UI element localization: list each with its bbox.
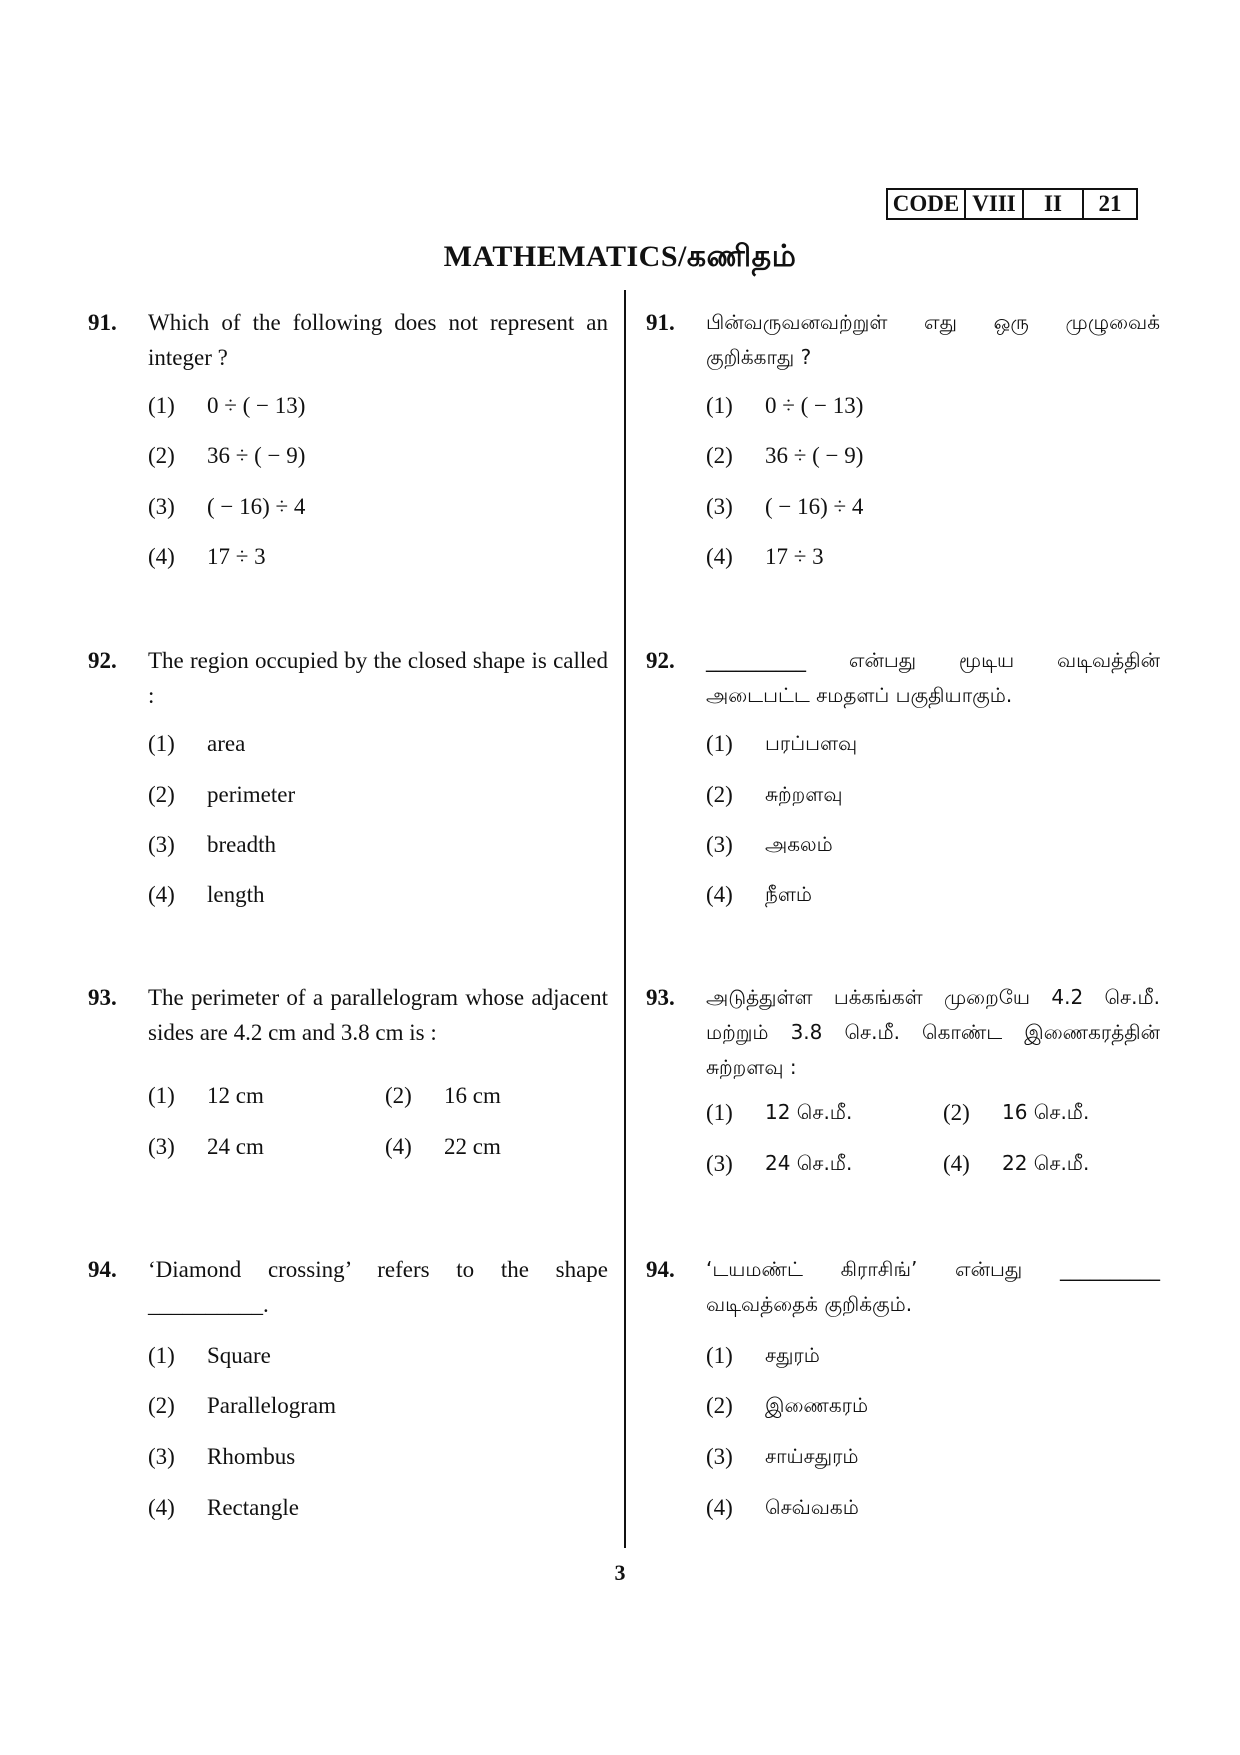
option-4: [943, 1146, 1089, 1181]
option-number: (3): [706, 1151, 733, 1176]
option-number: (2): [148, 782, 175, 807]
question-93-ta: [646, 980, 1160, 1176]
option-1: [148, 1338, 271, 1373]
option-number: (2): [148, 443, 175, 468]
option-1: [706, 1338, 820, 1373]
option-1: [706, 1095, 852, 1130]
code-part: II: [1022, 190, 1082, 218]
option-text: சாய்சதுரம்: [765, 1444, 859, 1468]
option-2: [385, 1078, 501, 1113]
option-text: 36 ÷ ( − 9): [765, 443, 864, 468]
column-divider: [624, 290, 626, 1548]
option-text: Rhombus: [207, 1444, 296, 1469]
question-number: 94.: [646, 1257, 675, 1282]
option-text: 17 ÷ 3: [207, 544, 266, 569]
option-number: (2): [148, 1393, 175, 1418]
option-text: 24 செ.மீ.: [765, 1151, 853, 1175]
option-number: (4): [148, 544, 175, 569]
option-number: (3): [148, 1444, 175, 1469]
option-2: [943, 1095, 1089, 1130]
page-number: 3: [614, 1560, 626, 1585]
option-number: (3): [148, 494, 175, 519]
option-2: [706, 777, 842, 812]
option-text: 0 ÷ ( − 13): [765, 393, 864, 418]
option-4: [148, 877, 265, 912]
option-1: [706, 388, 863, 423]
option-text: Square: [207, 1343, 271, 1368]
option-text: ( − 16) ÷ 4: [207, 494, 306, 519]
option-text: breadth: [207, 832, 276, 857]
option-3: [706, 489, 863, 524]
option-text: சதுரம்: [765, 1343, 820, 1367]
question-number: 93.: [646, 985, 675, 1010]
question-text: ‘Diamond crossing’ refers to the shape __________.: [148, 1257, 608, 1317]
question-number: 94.: [88, 1257, 117, 1282]
question-92-ta: [646, 643, 1160, 907]
question-91-en: [88, 305, 608, 569]
option-number: (2): [385, 1083, 412, 1108]
question-number: 92.: [88, 648, 117, 673]
option-2: [148, 438, 305, 473]
option-number: (3): [706, 832, 733, 857]
option-number: (1): [706, 393, 733, 418]
option-number: (4): [706, 544, 733, 569]
option-text: நீளம்: [765, 882, 812, 906]
code-label: CODE: [892, 191, 960, 216]
question-91-ta: [646, 305, 1160, 569]
option-4: [706, 877, 812, 912]
option-text: 22 cm: [444, 1134, 501, 1159]
question-number: 92.: [646, 648, 675, 673]
option-number: (4): [148, 882, 175, 907]
option-number: (3): [148, 832, 175, 857]
option-text: 16 cm: [444, 1083, 501, 1108]
option-number: (1): [148, 393, 175, 418]
option-text: 12 cm: [207, 1083, 264, 1108]
option-3: [706, 1146, 852, 1181]
option-number: (1): [706, 1343, 733, 1368]
option-1: [148, 1078, 264, 1113]
option-text: இணைகரம்: [765, 1393, 869, 1417]
option-4: [148, 539, 266, 574]
option-text: 12 செ.மீ.: [765, 1100, 853, 1124]
option-text: செவ்வகம்: [765, 1495, 859, 1519]
option-text: Rectangle: [207, 1495, 299, 1520]
option-number: (4): [706, 882, 733, 907]
option-number: (1): [148, 1343, 175, 1368]
option-2: [706, 438, 863, 473]
question-text: Which of the following does not represent an integer ?: [148, 310, 608, 370]
question-text: பின்வருவனவற்றுள் எது ஒரு முழுவைக் குறிக்காது ?: [706, 310, 1160, 369]
option-number: (1): [706, 731, 733, 756]
question-94-ta: [646, 1252, 1160, 1520]
option-text: 17 ÷ 3: [765, 544, 824, 569]
option-number: (1): [148, 731, 175, 756]
option-text: சுற்றளவு: [765, 782, 843, 806]
option-3: [706, 827, 833, 862]
code-class: VIII: [964, 190, 1022, 218]
option-number: (3): [706, 1444, 733, 1469]
option-text: area: [207, 731, 246, 756]
question-text: அடுத்துள்ள பக்கங்கள் முறையே 4.2 செ.மீ. மற்றும் 3.8 செ.மீ. கொண்ட இணைகரத்தின் சுற்றளவு :: [706, 985, 1160, 1079]
question-92-en: [88, 643, 608, 907]
option-number: (2): [706, 782, 733, 807]
option-text: 0 ÷ ( − 13): [207, 393, 306, 418]
question-number: 93.: [88, 985, 117, 1010]
option-3: [148, 1439, 295, 1474]
option-text: 24 cm: [207, 1134, 264, 1159]
question-text: __________ என்பது மூடிய வடிவத்தின் அடைபட்ட சமதளப் பகுதியாகும்.: [706, 648, 1160, 707]
option-text: 22 செ.மீ.: [1002, 1151, 1090, 1175]
option-number: (4): [385, 1134, 412, 1159]
option-number: (2): [943, 1100, 970, 1125]
option-text: Parallelogram: [207, 1393, 337, 1418]
code-box: [886, 188, 1138, 220]
option-number: (3): [148, 1134, 175, 1159]
option-text: அகலம்: [765, 832, 833, 856]
option-number: (4): [148, 1495, 175, 1520]
option-3: [148, 489, 305, 524]
option-1: [706, 726, 857, 761]
option-2: [706, 1388, 868, 1423]
option-number: (4): [943, 1151, 970, 1176]
option-3: [148, 827, 276, 862]
option-2: [148, 1388, 336, 1423]
option-text: 36 ÷ ( − 9): [207, 443, 306, 468]
option-text: perimeter: [207, 782, 296, 807]
question-93-en: [88, 980, 608, 1159]
option-number: (2): [706, 443, 733, 468]
code-number: 21: [1082, 190, 1136, 218]
option-3: [706, 1439, 859, 1474]
option-number: (1): [148, 1083, 175, 1108]
question-number: 91.: [646, 310, 675, 335]
option-4: [706, 1490, 859, 1525]
option-3: [148, 1129, 264, 1164]
question-text: The perimeter of a parallelogram whose adjacent sides are 4.2 cm and 3.8 cm is :: [148, 985, 608, 1045]
option-2: [148, 777, 295, 812]
option-1: [148, 726, 245, 761]
question-94-en: [88, 1252, 608, 1520]
option-number: (3): [706, 494, 733, 519]
option-text: பரப்பளவு: [765, 731, 858, 755]
option-number: (2): [706, 1393, 733, 1418]
option-text: 16 செ.மீ.: [1002, 1100, 1090, 1124]
page-title: MATHEMATICS/கணிதம்: [443, 240, 797, 273]
option-number: (1): [706, 1100, 733, 1125]
option-4: [385, 1129, 501, 1164]
option-text: ( − 16) ÷ 4: [765, 494, 864, 519]
option-4: [706, 539, 824, 574]
question-text: The region occupied by the closed shape is called :: [148, 648, 608, 708]
option-number: (4): [706, 1495, 733, 1520]
option-1: [148, 388, 305, 423]
option-4: [148, 1490, 299, 1525]
option-text: length: [207, 882, 265, 907]
question-number: 91.: [88, 310, 117, 335]
question-text: ‘டயமண்ட் கிராசிங்’ என்பது __________ வடிவத்தைக் குறிக்கும்.: [706, 1257, 1160, 1316]
